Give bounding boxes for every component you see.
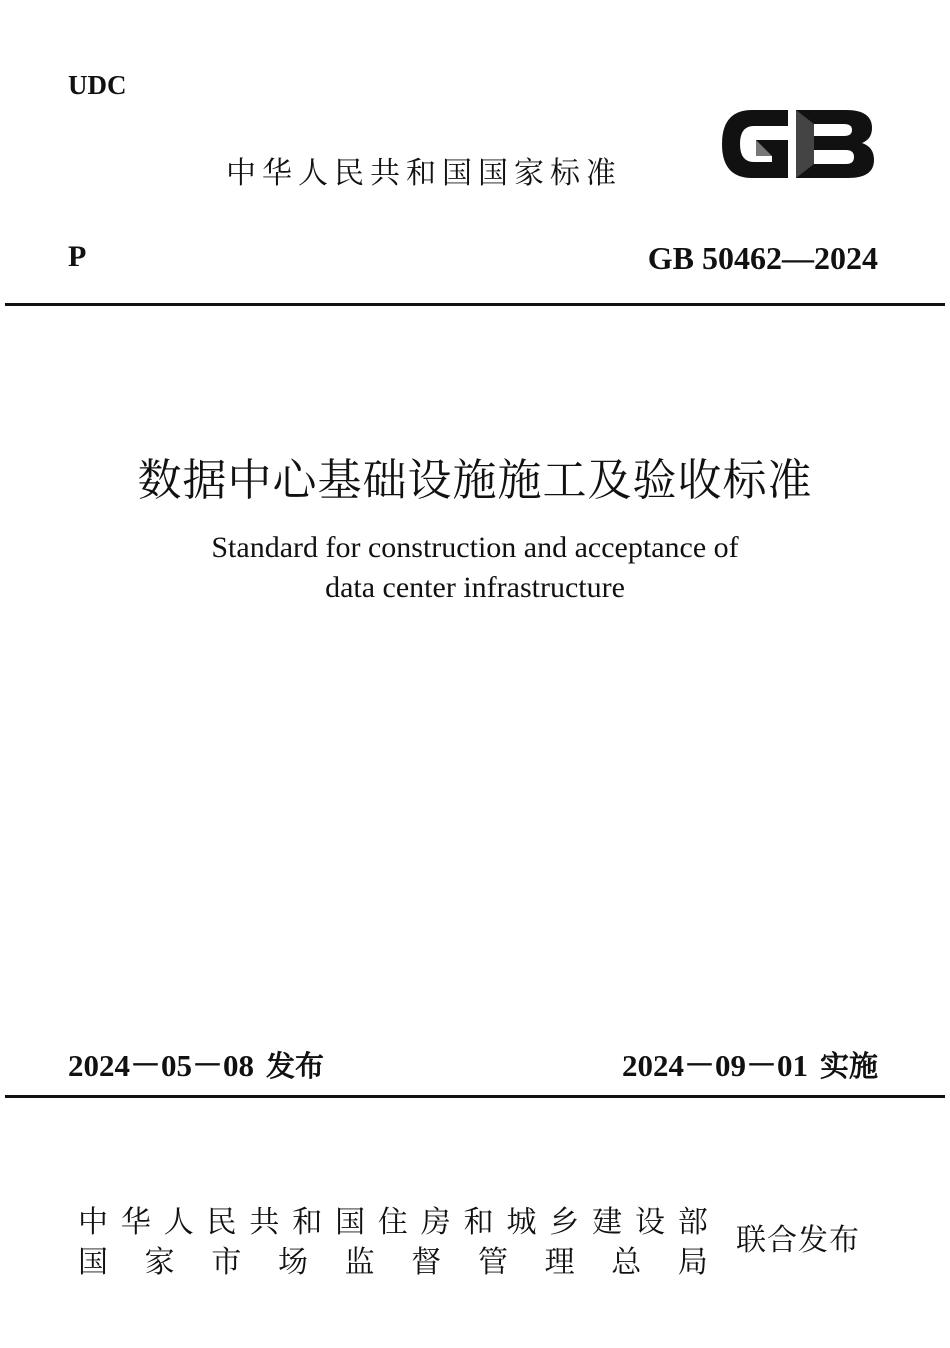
issuer-char: 乡 — [549, 1205, 580, 1240]
issuer-char: 监 — [344, 1245, 375, 1280]
title-english — [0, 528, 950, 608]
issuer-char: 总 — [611, 1245, 642, 1280]
title-chinese: 数据中心基础设施施工及验收标准 — [137, 455, 813, 506]
issuer-char: 华 — [120, 1205, 151, 1240]
issuer-char: 民 — [206, 1205, 237, 1240]
joint-issue-label: 联合发布 — [736, 1223, 860, 1258]
issuer-char: 建 — [592, 1205, 623, 1240]
issuer-char: 房 — [420, 1205, 451, 1240]
implement-label: 实施 — [819, 1049, 878, 1083]
title-english-line1: Standard for construction and acceptance of — [211, 531, 739, 564]
footer-divider — [5, 1095, 945, 1098]
gb-logo — [716, 102, 878, 186]
classification-label: P — [68, 240, 87, 273]
issuer-char: 城 — [506, 1205, 537, 1240]
issuer-ministry — [78, 1197, 708, 1241]
issuer-char: 家 — [144, 1245, 175, 1280]
issuer-char: 和 — [463, 1205, 494, 1240]
issuer-char: 理 — [544, 1245, 575, 1280]
standard-code: GB 50462—2024 — [647, 240, 878, 276]
implement-date: 2024－09－01 — [621, 1048, 808, 1083]
issuer-char: 人 — [163, 1205, 194, 1240]
issuer-char: 国 — [78, 1245, 108, 1280]
issuer-char: 场 — [277, 1245, 308, 1280]
issue-date-block — [68, 1040, 324, 1085]
udc-label: UDC — [68, 70, 127, 100]
issuer-char: 共 — [249, 1205, 280, 1240]
issuer-char: 住 — [377, 1205, 408, 1240]
issuer-char: 局 — [677, 1245, 708, 1280]
issue-date: 2024－05－08 — [68, 1048, 254, 1083]
header-divider — [5, 303, 945, 306]
national-standard-heading: 中华人民共和国国家标准 — [226, 156, 622, 191]
issuer-char: 设 — [634, 1205, 665, 1240]
issuer-market-regulator — [78, 1237, 708, 1281]
issuer-char: 部 — [677, 1205, 708, 1240]
issuer-char: 市 — [211, 1245, 242, 1280]
issue-label: 发布 — [266, 1049, 325, 1083]
issuer-char: 管 — [477, 1245, 508, 1280]
issuer-char: 中 — [78, 1205, 108, 1240]
issuer-char: 和 — [292, 1205, 323, 1240]
issuer-char: 国 — [335, 1205, 366, 1240]
title-english-line2: data center infrastructure — [325, 571, 625, 604]
issuer-char: 督 — [411, 1245, 442, 1280]
implement-date-block — [622, 1040, 878, 1085]
